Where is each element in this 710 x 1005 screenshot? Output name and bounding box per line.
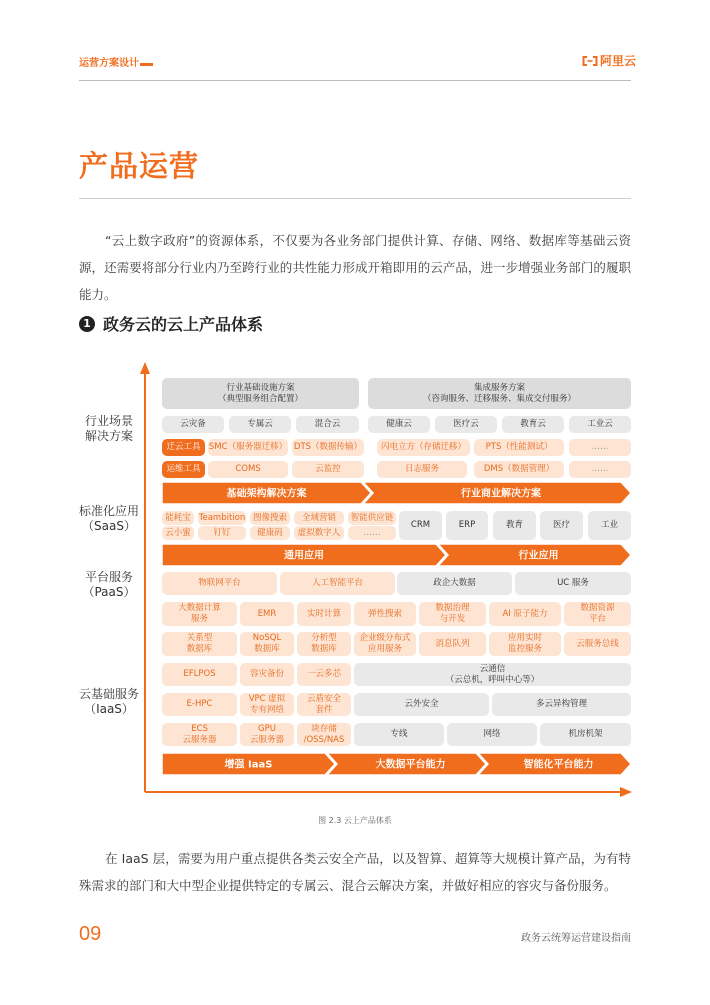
diagram-cell: 分析型 数据库 [297,632,351,656]
diagram-cell: 一云多芯 [297,663,351,686]
diagram-cell: PTS（性能测试） [474,439,564,456]
diagram-cell: CRM [399,511,442,540]
diagram-cell: 工业云 [569,416,631,433]
diagram-cell: E-HPC [162,693,237,716]
diagram-cell: 健康云 [368,416,430,433]
diagram-cell: 迁云工具 [162,439,205,456]
diagram-cell: 图像搜索 [250,511,290,525]
logo-text: 阿里云 [600,54,637,68]
diagram-cell: 集成服务方案 （咨询服务、迁移服务、集成交付服务） [368,378,631,409]
diagram-cell: 云通信 （云总机，呼叫中心等） [354,663,631,686]
capability-bands [74,362,640,802]
diagram-cell: Teambition [198,511,246,525]
footer-doc-title: 政务云统筹运营建设指南 [521,933,631,944]
diagram-cell: 机房机架 [540,723,631,746]
diagram-cell: 关系型 数据库 [162,632,237,656]
diagram-cell: 块存储 /OSS/NAS [297,723,351,746]
band-label: 行业应用 [518,550,559,562]
diagram-cell: EMR [240,602,294,626]
diagram-cell: 专线 [354,723,444,746]
header-accent-bar [140,63,153,66]
layer-label-saas: 标准化应用 （SaaS） [78,504,139,533]
diagram-cell: DMS（数据管理） [474,461,564,478]
diagram-cell: 医疗云 [435,416,497,433]
diagram-cell: 企业级分布式 应用服务 [354,632,416,656]
diagram-cell: 医疗 [540,511,583,540]
header-divider [79,80,631,81]
diagram-cell: 教育云 [502,416,564,433]
diagram-cell: UC 服务 [515,572,631,595]
diagram-cell: 人工智能平台 [280,572,395,595]
diagram-cell: ERP [446,511,488,540]
diagram-cell: NoSQL 数据库 [240,632,294,656]
diagram-cell: …… [569,439,631,456]
diagram-cell: 数据资源 平台 [564,602,631,626]
diagram-cell: 闪电立方（存储迁移） [377,439,470,456]
product-system-diagram [74,362,640,802]
diagram-cell: 云监控 [292,461,364,478]
layer-label-paas: 平台服务 （PaaS） [82,570,136,599]
diagram-cell: 钉钉 [198,526,246,540]
layer-label-scene: 行业场景 解决方案 [84,414,133,443]
section-heading [79,312,263,335]
section-number-badge: 1 [79,316,95,332]
diagram-cell: 网络 [447,723,537,746]
header-logo [582,52,636,69]
band-label: 行业商业解决方案 [461,488,541,500]
diagram-cell: 云小蜜 [162,526,194,540]
band-label: 通用应用 [284,550,324,562]
diagram-cell: 虚拟数字人 [294,526,344,540]
diagram-cell: 容灾备份 [240,663,294,686]
band-label: 基础架构解决方案 [226,488,307,500]
diagram-cell: …… [569,461,631,478]
diagram-cell: 数据治理 与开发 [419,602,486,626]
band-label: 大数据平台能力 [375,759,446,771]
diagram-cell: 云盾安全 套件 [297,693,351,716]
diagram-cell: 大数据计算 服务 [162,602,237,626]
diagram-cell: 云外安全 [354,693,489,716]
diagram-cell: ECS 云服务器 [162,723,237,746]
bracket-logo-icon [582,56,598,66]
iaas-paragraph: 在 IaaS 层，需要为用户重点提供各类云安全产品，以及智算、超算等大规模计算产品，为有特殊需求的部门和大中型企业提供特定的专属云、混合云解决方案，并做好相应的容灾与备份服务。 [79,851,631,893]
header-section-label: 运营方案设计 [79,58,139,69]
diagram-cell: 能耗宝 [162,511,194,525]
diagram-cell: 健康码 [250,526,290,540]
diagram-cell: DTS（数据传输） [292,439,364,456]
diagram-cell: …… [348,526,396,540]
diagram-cell: 应用实时 监控服务 [489,632,561,656]
intro-paragraph: “云上数字政府”的资源体系，不仅要为各业务部门提供计算、存储、网络、数据库等基础云资源，还需要将部分行业内乃至跨行业的共性能力形成开箱即用的云产品，进一步增强业务部门的履职能力。 [79,233,631,302]
diagram-cell: GPU 云服务器 [240,723,294,746]
diagram-cell: 云灾备 [162,416,224,433]
diagram-cell: 混合云 [296,416,359,433]
diagram-cell: 实时计算 [297,602,351,626]
diagram-cell: 全域营销 [294,511,344,525]
layer-label-iaas: 云基础服务 （IaaS） [78,687,139,716]
diagram-cell: 弹性搜索 [354,602,416,626]
band-label: 增强 IaaS [224,759,273,771]
diagram-cell: 工业 [588,511,631,540]
band-label: 智能化平台能力 [523,759,594,771]
section-title: 政务云的云上产品体系 [103,315,264,334]
title-divider [79,198,631,199]
diagram-cell: AI 原子能力 [489,602,561,626]
diagram-cell: 运维工具 [162,461,205,478]
diagram-cell: COMS [208,461,288,478]
diagram-cell: 云服务总线 [564,632,631,656]
diagram-cell: 专属云 [229,416,291,433]
page-title: 产品运营 [79,149,200,183]
diagram-cell: 智能供应链 [348,511,396,525]
diagram-cell: EFLPOS [162,663,237,686]
diagram-cell: 物联网平台 [162,572,277,595]
diagram-cell: 日志服务 [377,461,467,478]
diagram-cell: 政企大数据 [397,572,512,595]
diagram-cell: 消息队列 [419,632,486,656]
footer-page-number: 09 [79,923,102,945]
diagram-cell: 教育 [493,511,536,540]
diagram-cell: SMC（服务器迁移） [208,439,288,456]
figure-caption: 图 2.3 云上产品体系 [318,816,392,825]
diagram-cell: 行业基础设施方案 （典型服务组合配置） [162,378,359,409]
diagram-cell: 多云异构管理 [492,693,631,716]
diagram-cell: VPC 虚拟 专有网络 [240,693,294,716]
